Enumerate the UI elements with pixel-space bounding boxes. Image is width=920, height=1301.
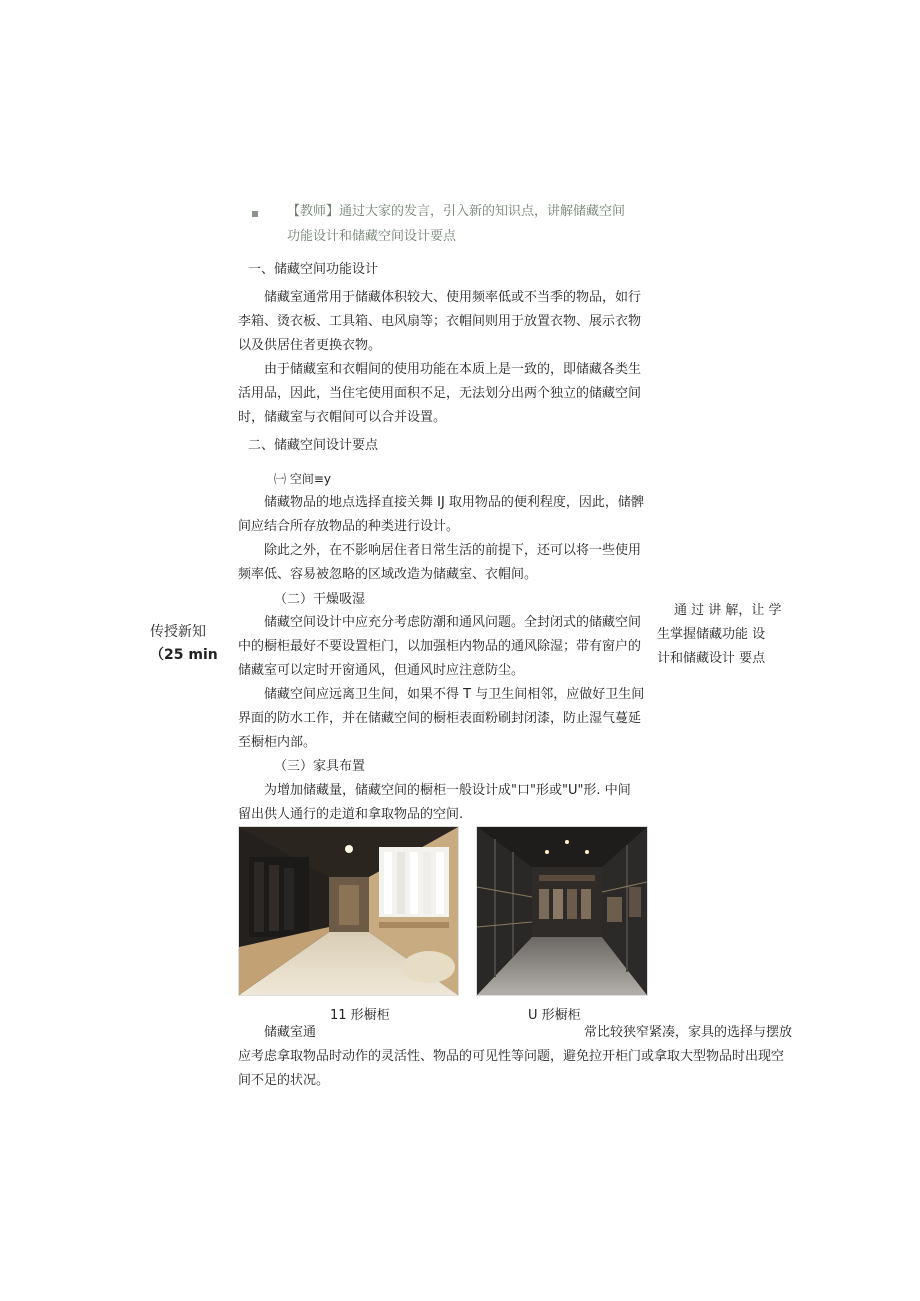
section1-p2-line3: 时，储藏室与衣帽间可以合并设置。 xyxy=(238,410,447,425)
section2-p6-line2: 界面的防水工作，并在储藏空间的橱柜表面粉刷封闭漆，防止湿气蔓延 xyxy=(238,711,642,726)
section2-p6-line1: 储藏空间应远离卫生间，如果不得 T 与卫生间相邻，应做好卫生间 xyxy=(264,687,645,702)
caption-left: 11 形橱柜 xyxy=(330,1008,390,1023)
section2-p7-line1: 为增加储藏量，储藏空间的橱柜一般设计成"口"形或"U"形. 中间 xyxy=(264,783,631,798)
section1-p2-line1: 由于储藏室和衣帽间的使用功能在本质上是一致的，即储藏各类生 xyxy=(264,362,642,377)
bullet-icon xyxy=(252,211,258,217)
section2-p4-line1: 除此之外，在不影响居住者日常生活的前提下，还可以将一些使用 xyxy=(264,543,642,558)
u-shaped-closet-photo xyxy=(476,826,648,996)
right-column-line3: 计和储藏设计 要点 xyxy=(657,651,766,666)
closing-line3: 间不足的状况。 xyxy=(238,1073,330,1088)
closing-start: 储藏室通 xyxy=(264,1025,317,1040)
left-column-line2: （25 min xyxy=(150,647,218,663)
section2-sub1: ㈠ 空间≡y xyxy=(274,472,331,486)
closing-line2: 应考虑拿取物品时动作的灵活性、物品的可见性等问题，避免拉开柜门或拿取大型物品时出现空 xyxy=(238,1049,785,1064)
section2-heading: 二、储藏空间设计要点 xyxy=(248,438,379,453)
section1-heading: 一、储藏空间功能设计 xyxy=(248,262,379,277)
section1-p1-line1: 储藏室通常用于储藏体积较大、使用频率低或不当季的物品，如行 xyxy=(264,290,642,305)
section1-p2-line2: 活用品，因此，当住宅使用面积不足，无法划分出两个独立的储藏空间 xyxy=(238,386,642,401)
section1-p1-line3: 以及供居住者更换衣物。 xyxy=(238,338,382,353)
right-column-line2: 生掌握储藏功能 设 xyxy=(657,627,766,642)
section2-p5-line1: 储藏空间设计中应充分考虑防潮和通风问题。全封闭式的储藏空间 xyxy=(264,615,642,630)
corridor-closet-photo xyxy=(238,826,459,996)
caption-right: U 形橱柜 xyxy=(528,1008,581,1023)
section2-p5-line3: 储藏室可以定时开窗通风，但通风时应注意防尘。 xyxy=(238,663,525,678)
left-column-line1: 传授新知 xyxy=(150,624,206,640)
section2-p4-line2: 频率低、容易被忽略的区域改造为储藏室、衣帽间。 xyxy=(238,567,538,582)
teacher-note-line2: 功能设计和储藏空间设计要点 xyxy=(287,229,457,244)
section2-p3-line2: 间应结合所存放物品的种类进行设计。 xyxy=(238,519,460,534)
section2-p7-line2: 留出供人通行的走道和拿取物品的空间. xyxy=(238,807,464,822)
section2-p5-line2: 中的橱柜最好不要设置柜门，以加强柜内物品的通风除湿；带有窗户的 xyxy=(238,639,642,654)
section2-p6-line3: 至橱柜内部。 xyxy=(238,735,317,750)
closing-end: 常比较狭窄紧凑，家具的选择与摆放 xyxy=(584,1025,793,1040)
section2-sub2: （二）干燥吸湿 xyxy=(274,592,366,607)
teacher-note-line1: 【教师】通过大家的发言，引入新的知识点，讲解储藏空间 xyxy=(287,204,626,219)
right-column-line1: 通 过 讲 解，让 学 xyxy=(674,603,782,618)
section2-p3-line1: 储藏物品的地点选择直接关舞 IJ 取用物品的便利程度，因此，储髀 xyxy=(264,495,644,510)
section2-sub3: （三）家具布置 xyxy=(274,759,366,774)
section1-p1-line2: 李箱、烫衣板、工具箱、电风扇等；衣帽间则用于放置衣物、展示衣物 xyxy=(238,314,642,329)
